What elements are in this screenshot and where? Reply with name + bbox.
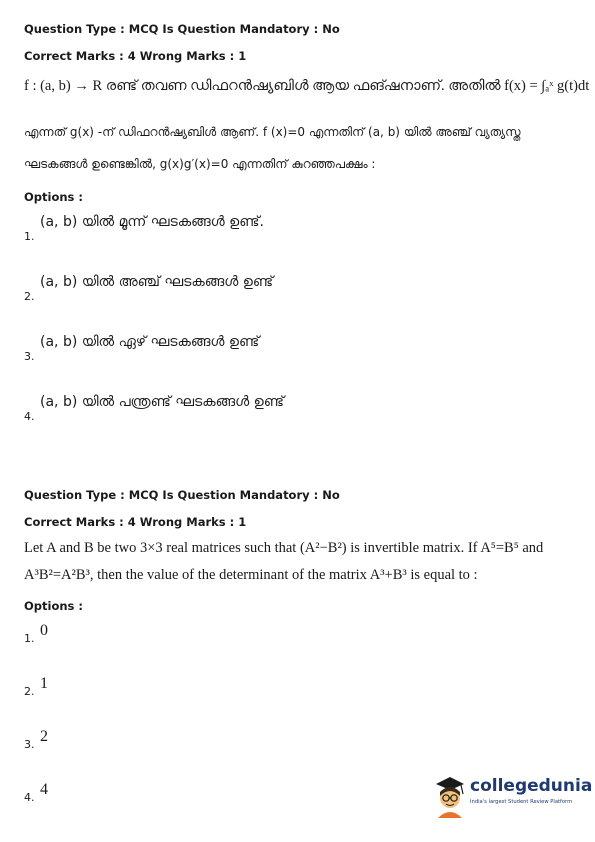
collegedunia-logo xyxy=(432,772,593,822)
option-number: 3. xyxy=(24,350,35,363)
marks-line: Correct Marks : 4 Wrong Marks : 1 xyxy=(24,515,247,529)
question-text-line: f : (a, b) → R രണ്ട് തവണ ഡിഫറൻഷ്യബിൾ ആയ ഫങ്ഷനാണ്. അതിൽ f(x) = ∫ₐˣ g(t)dt xyxy=(24,78,590,94)
question-type-line: Question Type : MCQ Is Question Mandatory : No xyxy=(24,22,340,36)
option-text: (a, b) യിൽ പന്ത്രണ്ട് ഘടകങ്ങൾ ഉണ്ട് xyxy=(40,394,284,410)
question-text-line: A³B²=A²B³, then the value of the determinant of the matrix A³+B³ is equal to : xyxy=(24,567,478,583)
option-text: 1 xyxy=(40,675,48,692)
option-text: (a, b) യിൽ മൂന്ന് ഘടകങ്ങൾ ഉണ്ട്. xyxy=(40,214,264,230)
option-text: 4 xyxy=(40,781,48,798)
option-number: 1. xyxy=(24,632,35,645)
option-text: 0 xyxy=(40,622,48,639)
question-type-line: Question Type : MCQ Is Question Mandatory : No xyxy=(24,488,340,502)
question-text-line: എന്നത് g(x) -ന് ഡിഫറൻഷ്യബിൾ ആണ്. f (x)=0 എന്നതിന് (a, b) യിൽ അഞ്ച് വ്യത്യസ്ത xyxy=(24,125,521,139)
marks-line: Correct Marks : 4 Wrong Marks : 1 xyxy=(24,49,247,63)
question-text-line: Let A and B be two 3×3 real matrices such that (A²−B²) is invertible matrix. If A⁵=B⁵ and xyxy=(24,540,544,556)
option-number: 1. xyxy=(24,230,35,243)
option-text: (a, b) യിൽ അഞ്ച് ഘടകങ്ങൾ ഉണ്ട് xyxy=(40,274,274,290)
options-label: Options : xyxy=(24,190,83,204)
option-number: 3. xyxy=(24,738,35,751)
graduate-mascot-icon xyxy=(432,774,468,818)
option-number: 2. xyxy=(24,685,35,698)
option-number: 4. xyxy=(24,791,35,804)
option-number: 4. xyxy=(24,410,35,423)
logo-wordmark: collegedunia xyxy=(470,776,593,796)
options-label: Options : xyxy=(24,599,83,613)
option-text: (a, b) യിൽ ഏഴ് ഘടകങ്ങൾ ഉണ്ട് xyxy=(40,334,260,350)
question-text-line: ഘടകങ്ങൾ ഉണ്ടെങ്കിൽ, g(x)g′(x)=0 എന്നതിന് കുറഞ്ഞപക്ഷം : xyxy=(24,157,376,171)
option-text: 2 xyxy=(40,728,48,745)
option-number: 2. xyxy=(24,290,35,303)
logo-tagline: India's largest Student Review Platform xyxy=(470,799,573,805)
